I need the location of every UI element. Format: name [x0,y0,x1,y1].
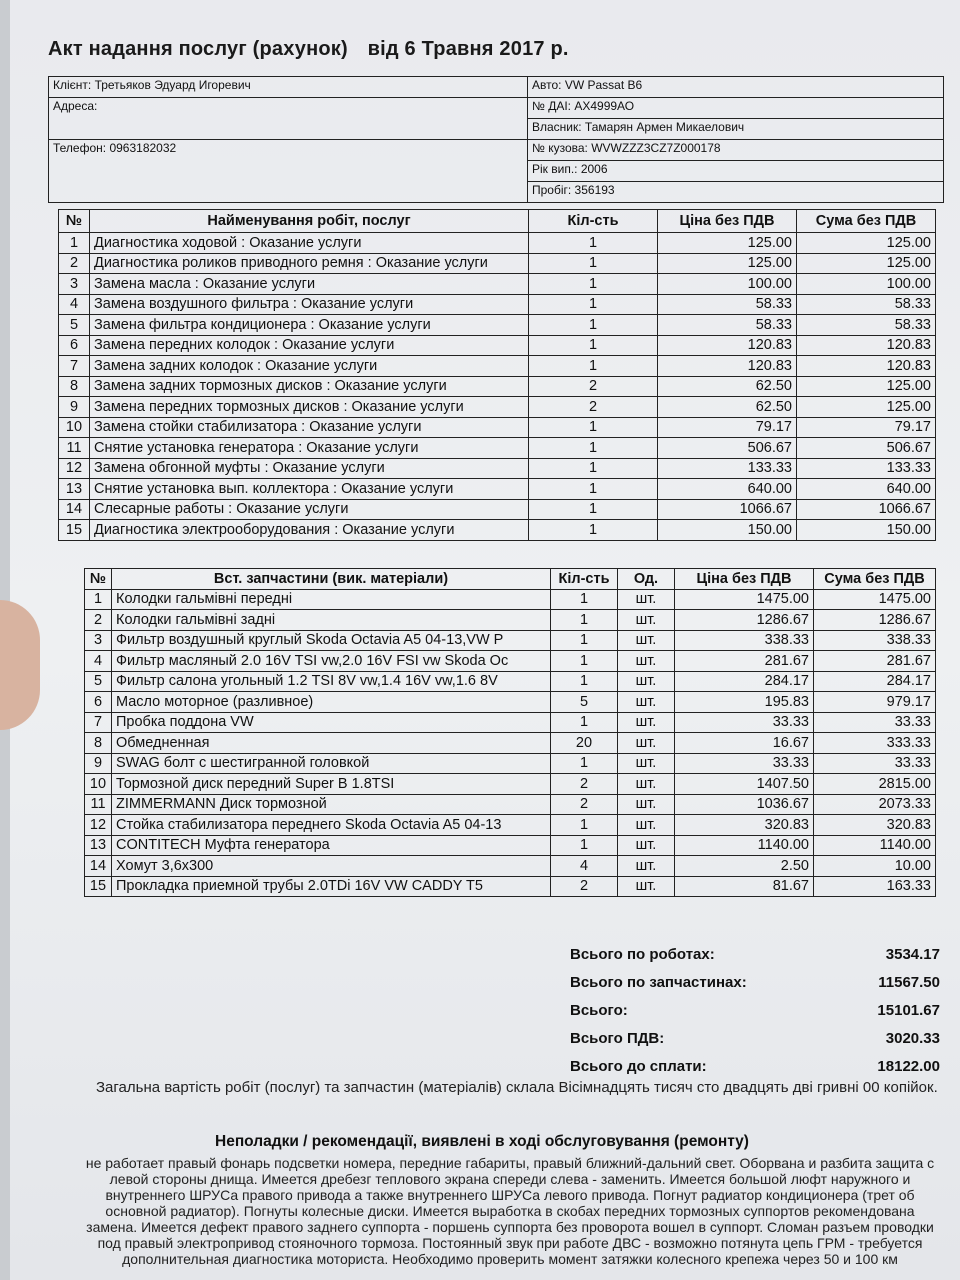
works-row [59,335,936,356]
total-label: Всього: [570,1001,628,1019]
works-cell-num: 15 [59,520,90,541]
parts-col-qty: Кіл-сть [551,569,618,590]
works-cell-num: 3 [59,274,90,295]
works-cell-sum: 120.83 [797,356,936,377]
parts-cell-num: 3 [85,630,112,651]
works-cell-name: Замена масла : Оказание услуги [90,274,529,295]
parts-cell-name: Пробка поддона VW [112,712,551,733]
works-cell-qty: 1 [529,356,658,377]
works-row [59,458,936,479]
parts-cell-price: 81.67 [675,876,814,897]
parts-cell-price: 338.33 [675,630,814,651]
total-value: 11567.50 [878,973,940,991]
works-cell-name: Слесарные работы : Оказание услуги [90,499,529,520]
parts-cell-price: 2.50 [675,856,814,877]
works-cell-price: 125.00 [658,233,797,254]
totals-block [570,940,940,1080]
recommendations-text: не работает правый фонарь подсветки номера, передние габариты, правый ближний-дальний свет. Оборвана и разбита защита с левой стороны днища. Имеется дребезг теплового экрана спереди слева - заменить. Имеется большой люфт наружного и внутреннего ШРУСа правого привода а также внутреннего ШРУСа левого привода. Погнут радиатор кондиционера (трет об основной радиатор). Погнуты колесные диски. Имеется выработка в скобах передних тормозных суппортов рекомендована замена. Имеется дефект правого заднего суппорта - поршень суппорта без проворота вошел в суппорт. Сломан разъем проводки под правый электропривод стояночного тормоза. Постоянный звук при работе ДВС - возможно потянута цепь ГРМ - требуется дополнительная диагностика моториста. Необходимо проверить момент затяжки колесного крепежа через 50 и 100 км [85,1155,935,1267]
parts-col-num: № [85,569,112,590]
parts-cell-num: 13 [85,835,112,856]
parts-cell-unit: шт. [618,794,675,815]
parts-cell-sum: 320.83 [814,815,936,836]
total-row [570,996,940,1024]
works-row [59,417,936,438]
parts-cell-name: Прокладка приемной трубы 2.0TDi 16V VW CADDY T5 [112,876,551,897]
works-cell-price: 125.00 [658,253,797,274]
works-cell-name: Замена стойки стабилизатора : Оказание услуги [90,417,529,438]
works-cell-qty: 2 [529,397,658,418]
works-cell-qty: 1 [529,479,658,500]
parts-header-row [85,569,936,590]
car-vin: № кузова: WVWZZZ3CZ7Z000178 [528,140,944,161]
works-cell-num: 10 [59,417,90,438]
works-cell-name: Замена передних тормозных дисков : Оказание услуги [90,397,529,418]
works-cell-qty: 2 [529,376,658,397]
parts-cell-unit: шт. [618,753,675,774]
parts-cell-num: 5 [85,671,112,692]
works-cell-num: 13 [59,479,90,500]
parts-row [85,856,936,877]
client-phone: Телефон: 0963182032 [49,140,528,203]
works-cell-name: Замена фильтра кондиционера : Оказание услуги [90,315,529,336]
parts-col-name: Вст. запчастини (вик. матеріали) [112,569,551,590]
parts-cell-qty: 1 [551,630,618,651]
works-cell-qty: 1 [529,335,658,356]
total-in-words: Загальна вартість робіт (послуг) та запчастин (матеріалів) склала Вісімнадцять тисяч сто двадцять дві гривні 00 копійок. [96,1079,938,1096]
works-row [59,233,936,254]
works-cell-num: 12 [59,458,90,479]
works-row [59,520,936,541]
parts-cell-qty: 1 [551,671,618,692]
works-cell-num: 6 [59,335,90,356]
parts-cell-qty: 1 [551,815,618,836]
document-date: від 6 Травня 2017 р. [367,38,569,60]
parts-row [85,671,936,692]
parts-cell-name: Масло моторное (разливное) [112,692,551,713]
parts-cell-name: ZIMMERMANN Диск тормозной [112,794,551,815]
parts-cell-qty: 2 [551,876,618,897]
parts-cell-name: CONTITECH Муфта генератора [112,835,551,856]
parts-cell-price: 281.67 [675,651,814,672]
works-cell-qty: 1 [529,417,658,438]
document-page [10,0,960,1280]
parts-cell-unit: шт. [618,815,675,836]
parts-row [85,753,936,774]
total-row [570,968,940,996]
parts-row [85,589,936,610]
parts-cell-price: 195.83 [675,692,814,713]
client-name: Клієнт: Третьяков Эдуард Игоревич [49,77,528,98]
works-cell-sum: 58.33 [797,294,936,315]
total-row [570,940,940,968]
total-value: 3534.17 [885,945,940,963]
works-cell-sum: 58.33 [797,315,936,336]
parts-cell-name: Фильтр салона угольный 1.2 TSI 8V vw,1.4 16V vw,1.6 8V [112,671,551,692]
parts-cell-sum: 33.33 [814,753,936,774]
parts-cell-qty: 1 [551,753,618,774]
parts-cell-price: 1475.00 [675,589,814,610]
works-cell-num: 2 [59,253,90,274]
works-cell-num: 5 [59,315,90,336]
parts-cell-price: 16.67 [675,733,814,754]
parts-cell-num: 7 [85,712,112,733]
client-info-table [48,76,944,203]
parts-cell-sum: 163.33 [814,876,936,897]
works-cell-qty: 1 [529,458,658,479]
works-cell-name: Замена задних колодок : Оказание услуги [90,356,529,377]
parts-cell-num: 9 [85,753,112,774]
works-row [59,253,936,274]
title-text: Акт надання послуг (рахунок) [48,38,348,60]
parts-cell-unit: шт. [618,876,675,897]
parts-cell-sum: 1140.00 [814,835,936,856]
works-cell-sum: 640.00 [797,479,936,500]
parts-row [85,692,936,713]
car-owner: Власник: Тамарян Армен Микаелович [528,119,944,140]
works-row [59,397,936,418]
works-header-row [59,210,936,233]
parts-cell-price: 1407.50 [675,774,814,795]
parts-cell-unit: шт. [618,589,675,610]
works-cell-name: Снятие установка вып. коллектора : Оказание услуги [90,479,529,500]
works-row [59,274,936,295]
car-model: Авто: VW Passat B6 [528,77,944,98]
works-cell-sum: 133.33 [797,458,936,479]
works-cell-num: 1 [59,233,90,254]
parts-row [85,876,936,897]
parts-cell-num: 11 [85,794,112,815]
parts-cell-qty: 1 [551,835,618,856]
parts-cell-unit: шт. [618,671,675,692]
parts-cell-sum: 281.67 [814,651,936,672]
parts-cell-qty: 1 [551,651,618,672]
total-label: Всього ПДВ: [570,1029,665,1047]
works-cell-name: Снятие установка генератора : Оказание услуги [90,438,529,459]
works-cell-price: 1066.67 [658,499,797,520]
parts-cell-unit: шт. [618,692,675,713]
parts-row [85,733,936,754]
parts-cell-unit: шт. [618,651,675,672]
works-cell-sum: 125.00 [797,253,936,274]
works-cell-sum: 1066.67 [797,499,936,520]
total-value: 3020.33 [885,1029,940,1047]
works-cell-price: 640.00 [658,479,797,500]
holding-finger [0,600,40,730]
document-title [48,38,569,61]
client-address: Адреса: [49,98,528,140]
total-label: Всього по роботах: [570,945,715,963]
parts-cell-unit: шт. [618,835,675,856]
works-cell-num: 9 [59,397,90,418]
parts-cell-sum: 338.33 [814,630,936,651]
works-col-sum: Сума без ПДВ [797,210,936,233]
parts-row [85,712,936,733]
works-cell-qty: 1 [529,520,658,541]
parts-cell-sum: 10.00 [814,856,936,877]
works-cell-name: Диагностика электрооборудования : Оказание услуги [90,520,529,541]
works-cell-price: 58.33 [658,315,797,336]
works-cell-price: 58.33 [658,294,797,315]
parts-cell-sum: 2073.33 [814,794,936,815]
parts-cell-unit: шт. [618,774,675,795]
parts-cell-name: Тормозной диск передний Super B 1.8TSI [112,774,551,795]
total-row [570,1024,940,1052]
parts-row [85,774,936,795]
parts-col-unit: Од. [618,569,675,590]
parts-col-sum: Сума без ПДВ [814,569,936,590]
works-row [59,315,936,336]
works-cell-qty: 1 [529,438,658,459]
parts-cell-sum: 284.17 [814,671,936,692]
works-cell-num: 7 [59,356,90,377]
parts-cell-num: 1 [85,589,112,610]
parts-cell-unit: шт. [618,712,675,733]
total-label: Всього по запчастинах: [570,973,747,991]
parts-cell-num: 14 [85,856,112,877]
parts-cell-name: Хомут 3,6x300 [112,856,551,877]
parts-cell-sum: 333.33 [814,733,936,754]
car-mileage: Пробіг: 356193 [528,182,944,203]
works-cell-sum: 125.00 [797,233,936,254]
parts-cell-name: Обмедненная [112,733,551,754]
works-cell-qty: 1 [529,274,658,295]
works-col-price: Ціна без ПДВ [658,210,797,233]
works-cell-price: 100.00 [658,274,797,295]
parts-cell-name: Фильтр масляный 2.0 16V TSI vw,2.0 16V FSI vw Skoda Oc [112,651,551,672]
works-cell-price: 62.50 [658,376,797,397]
total-value: 15101.67 [877,1001,940,1019]
parts-cell-qty: 5 [551,692,618,713]
parts-cell-name: Колодки гальмівні передні [112,589,551,610]
works-cell-sum: 506.67 [797,438,936,459]
works-cell-qty: 1 [529,253,658,274]
works-cell-name: Диагностика роликов приводного ремня : Оказание услуги [90,253,529,274]
parts-cell-unit: шт. [618,610,675,631]
works-cell-price: 120.83 [658,335,797,356]
total-label: Всього до сплати: [570,1057,707,1075]
parts-cell-sum: 979.17 [814,692,936,713]
works-cell-name: Замена задних тормозных дисков : Оказание услуги [90,376,529,397]
works-cell-sum: 125.00 [797,376,936,397]
works-cell-num: 8 [59,376,90,397]
works-cell-price: 150.00 [658,520,797,541]
parts-cell-price: 33.33 [675,712,814,733]
works-cell-name: Диагностика ходовой : Оказание услуги [90,233,529,254]
works-cell-qty: 1 [529,233,658,254]
works-row [59,294,936,315]
parts-cell-price: 1286.67 [675,610,814,631]
works-cell-sum: 100.00 [797,274,936,295]
parts-cell-sum: 33.33 [814,712,936,733]
works-cell-name: Замена обгонной муфты : Оказание услуги [90,458,529,479]
parts-cell-num: 10 [85,774,112,795]
parts-row [85,651,936,672]
parts-cell-name: Фильтр воздушный круглый Skoda Octavia A5 04-13,VW P [112,630,551,651]
parts-cell-sum: 1286.67 [814,610,936,631]
parts-row [85,794,936,815]
parts-cell-name: Колодки гальмівні задні [112,610,551,631]
parts-cell-unit: шт. [618,630,675,651]
parts-cell-qty: 1 [551,589,618,610]
parts-cell-num: 12 [85,815,112,836]
parts-cell-price: 1140.00 [675,835,814,856]
parts-cell-price: 33.33 [675,753,814,774]
works-cell-qty: 1 [529,294,658,315]
works-cell-sum: 125.00 [797,397,936,418]
parts-cell-qty: 4 [551,856,618,877]
parts-cell-name: SWAG болт с шестигранной головкой [112,753,551,774]
parts-cell-num: 6 [85,692,112,713]
parts-cell-num: 15 [85,876,112,897]
works-cell-num: 4 [59,294,90,315]
works-cell-price: 79.17 [658,417,797,438]
works-cell-sum: 79.17 [797,417,936,438]
works-table [58,209,936,541]
works-col-name: Найменування робіт, послуг [90,210,529,233]
works-cell-num: 11 [59,438,90,459]
works-cell-sum: 150.00 [797,520,936,541]
parts-row [85,835,936,856]
parts-cell-unit: шт. [618,733,675,754]
parts-cell-qty: 2 [551,794,618,815]
works-cell-name: Замена передних колодок : Оказание услуги [90,335,529,356]
parts-cell-unit: шт. [618,856,675,877]
parts-cell-sum: 1475.00 [814,589,936,610]
parts-cell-sum: 2815.00 [814,774,936,795]
works-row [59,438,936,459]
parts-cell-num: 8 [85,733,112,754]
works-col-num: № [59,210,90,233]
parts-cell-qty: 2 [551,774,618,795]
works-row [59,376,936,397]
works-cell-name: Замена воздушного фильтра : Оказание услуги [90,294,529,315]
car-year: Рік вип.: 2006 [528,161,944,182]
parts-cell-num: 4 [85,651,112,672]
works-row [59,356,936,377]
works-col-qty: Кіл-сть [529,210,658,233]
works-row [59,479,936,500]
parts-cell-name: Стойка стабилизатора переднего Skoda Octavia A5 04-13 [112,815,551,836]
parts-table [84,568,936,897]
total-value: 18122.00 [877,1057,940,1075]
total-row [570,1052,940,1080]
parts-cell-qty: 1 [551,712,618,733]
parts-cell-qty: 20 [551,733,618,754]
parts-row [85,815,936,836]
parts-cell-price: 284.17 [675,671,814,692]
works-cell-price: 133.33 [658,458,797,479]
works-cell-price: 120.83 [658,356,797,377]
works-cell-num: 14 [59,499,90,520]
parts-cell-price: 1036.67 [675,794,814,815]
parts-row [85,630,936,651]
parts-row [85,610,936,631]
works-cell-sum: 120.83 [797,335,936,356]
works-row [59,499,936,520]
car-plate: № ДАІ: АХ4999АО [528,98,944,119]
works-cell-price: 506.67 [658,438,797,459]
parts-cell-qty: 1 [551,610,618,631]
works-cell-qty: 1 [529,315,658,336]
parts-cell-price: 320.83 [675,815,814,836]
recommendations-title: Неполадки / рекомендації, виявлені в ході обслуговування (ремонту) [215,1133,749,1150]
works-cell-qty: 1 [529,499,658,520]
works-cell-price: 62.50 [658,397,797,418]
parts-col-price: Ціна без ПДВ [675,569,814,590]
parts-cell-num: 2 [85,610,112,631]
